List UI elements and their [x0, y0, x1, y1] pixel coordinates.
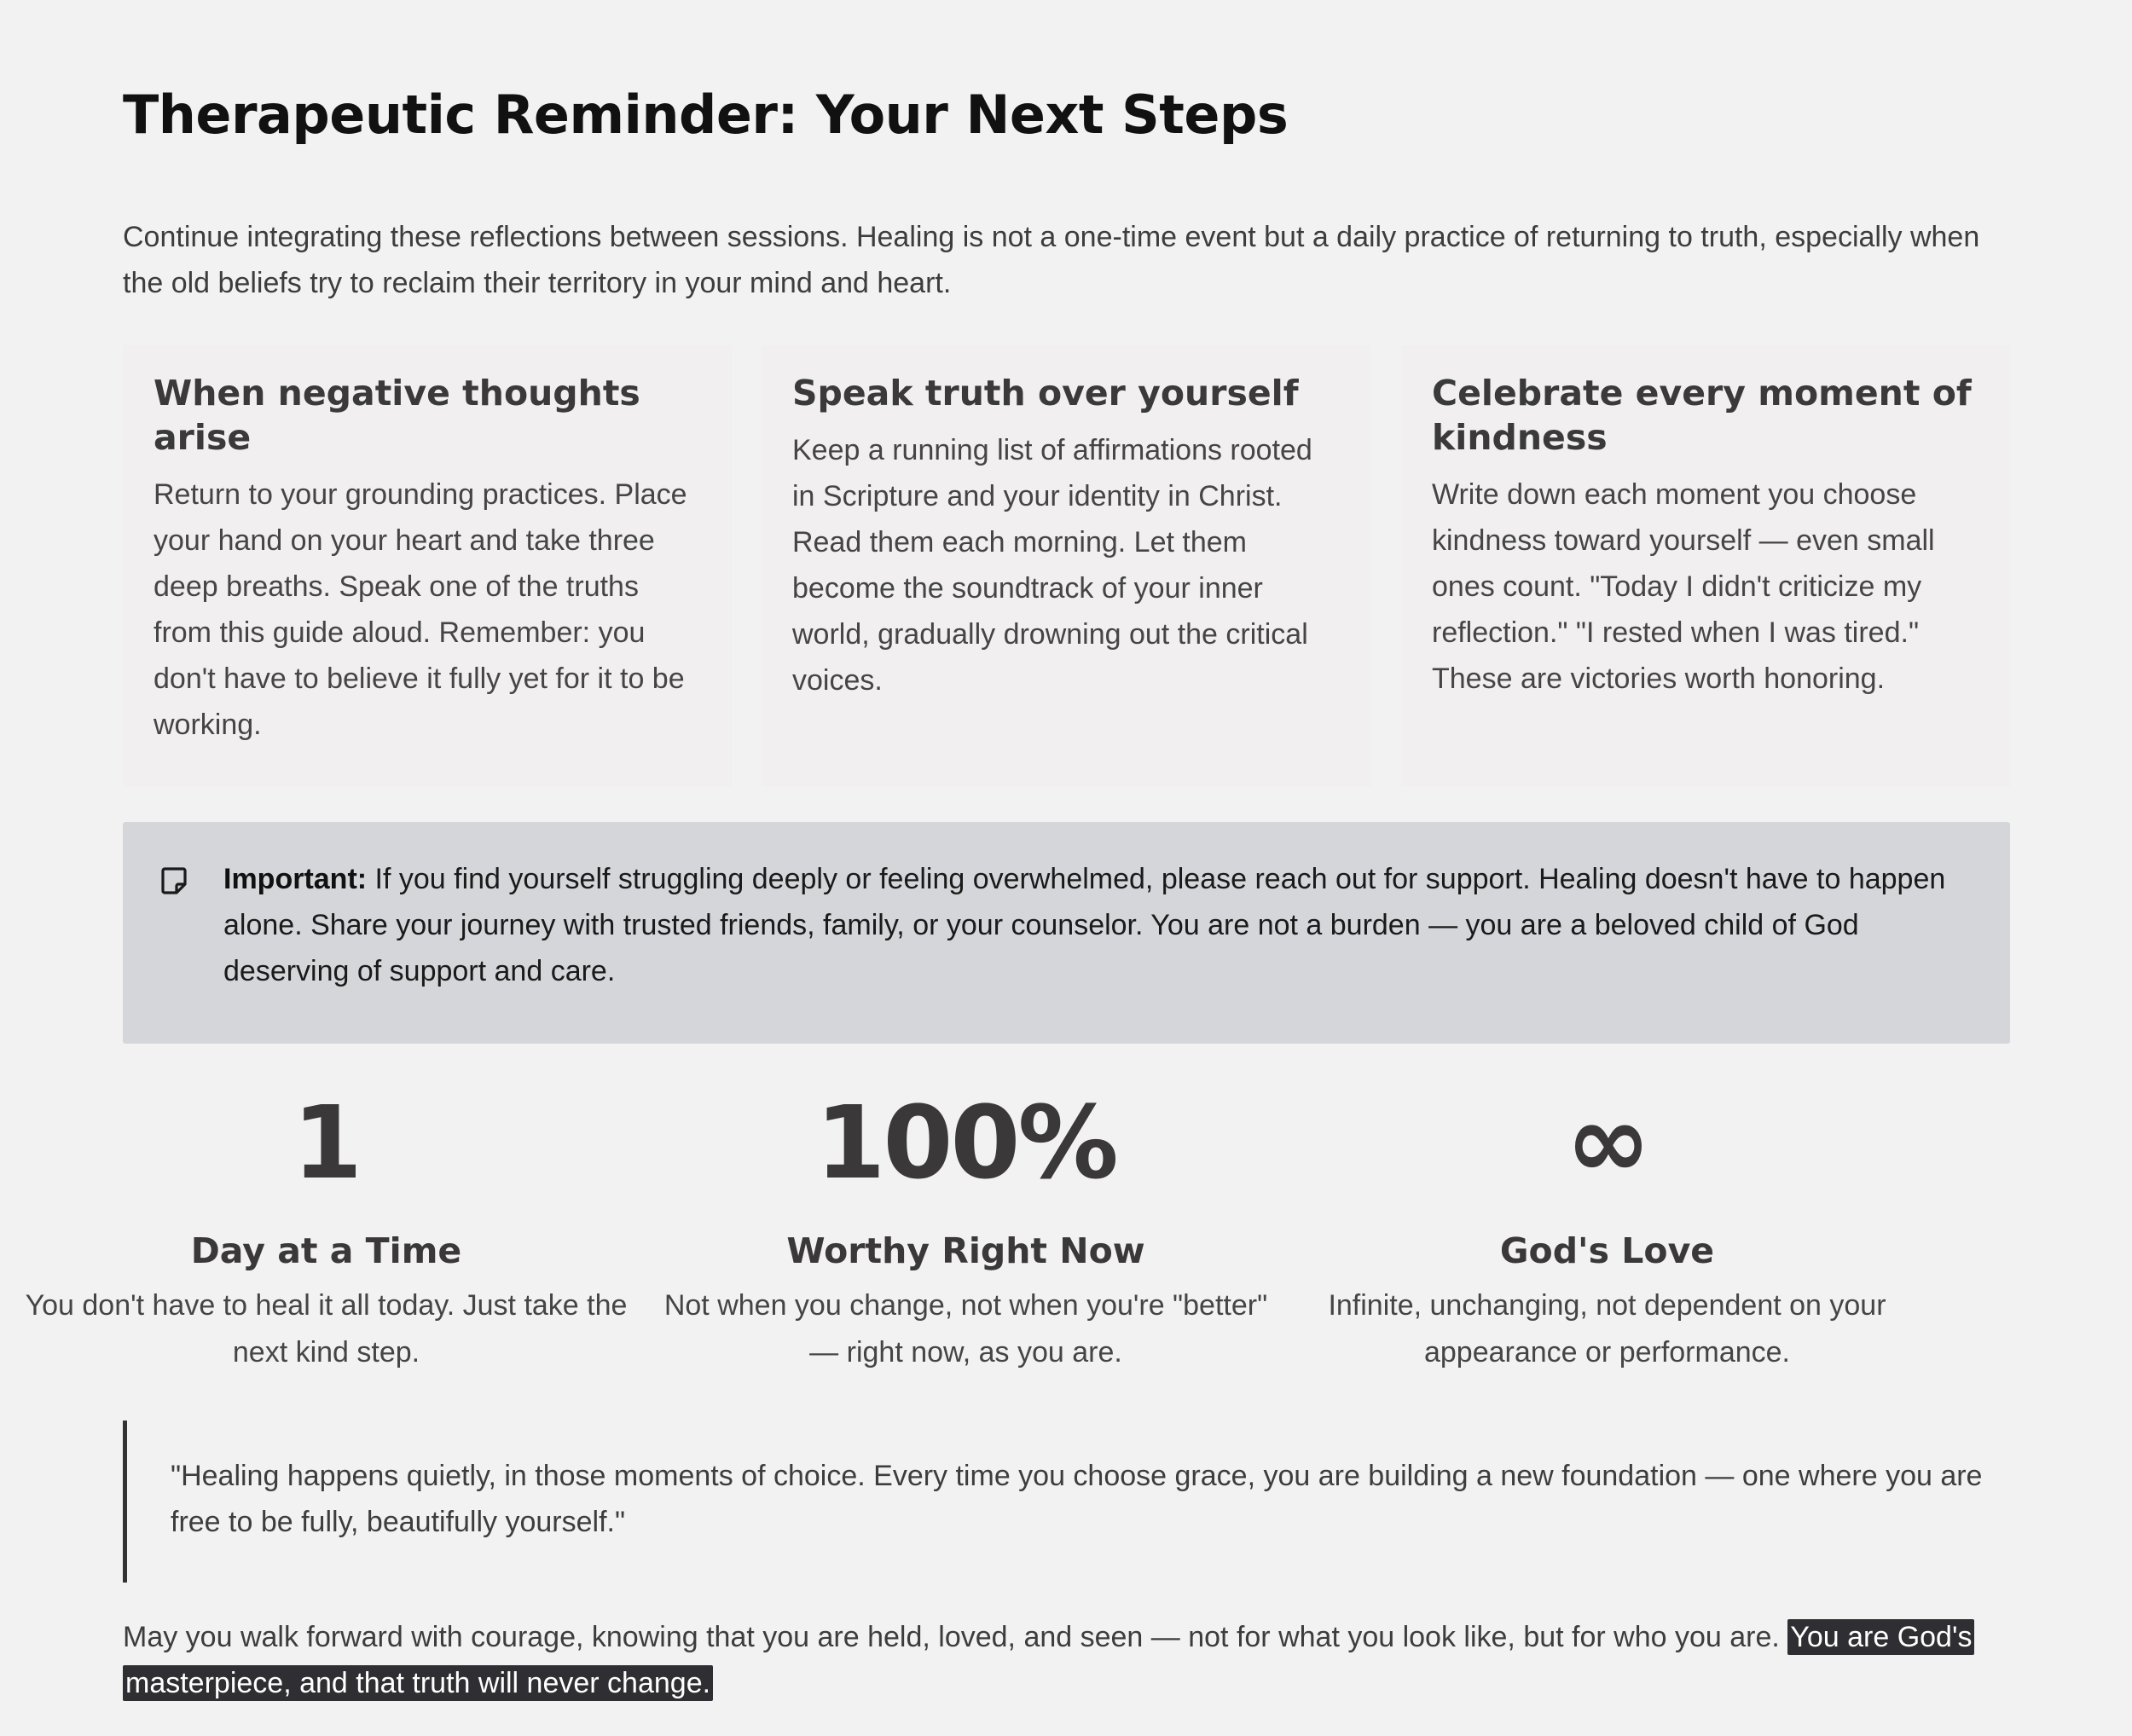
card-body: Return to your grounding practices. Place your hand on your heart and take three deep breaths. Speak one of the truths from this guide aloud. Remember: you don't have to believe it fully yet for it to be working. [154, 478, 687, 741]
quote-text: "Healing happens quietly, in those moments of choice. Every time you choose grace, you are building a new foundation — one where you are free to be fully, beautifully yourself." [171, 1460, 1983, 1538]
stat-description: You don't have to heal it all today. Just take the next kind step. [25, 1289, 628, 1369]
callout-label: Important: [223, 863, 368, 895]
card-body: Keep a running list of affirmations rooted in Scripture and your identity in Christ. Read them each morning. Let them become the soundtrack of your inner world, gradually drowning out the critical voices. [792, 434, 1312, 697]
card-celebrate-kindness [1401, 345, 2010, 787]
stat-number: 100% [815, 1084, 1116, 1201]
card-heading: When negative thoughts arise [154, 373, 640, 458]
infinity-icon: ∞ [1566, 1083, 1648, 1201]
card-speak-truth [762, 345, 1370, 787]
stat-label: God's Love [1499, 1230, 1715, 1271]
stat-label: Day at a Time [190, 1230, 462, 1271]
card-heading: Celebrate every moment of kindness [1432, 373, 1972, 458]
card-body: Write down each moment you choose kindness toward yourself — even small ones count. "Today I didn't criticize my reflection." "I rested when I was tired." These are victories worth honoring. [1432, 478, 1935, 695]
stat-number: 1 [292, 1084, 361, 1201]
stat-description: Not when you change, not when you're "better" — right now, as you are. [663, 1289, 1268, 1369]
stat-description: Infinite, unchanging, not dependent on your appearance or performance. [1328, 1289, 1886, 1369]
closing-text: May you walk forward with courage, knowing that you are held, loved, and seen — not for what you look like, but for who you are. [123, 1621, 1788, 1653]
card-heading: Speak truth over yourself [792, 373, 1299, 414]
blockquote [123, 1421, 2010, 1583]
note-icon [160, 866, 188, 895]
important-callout [123, 822, 2010, 1044]
stat-one-day [12, 1074, 640, 1376]
closing-paragraph [123, 1614, 2010, 1706]
callout-text [223, 856, 1989, 994]
stat-worthy [652, 1074, 1280, 1376]
stat-gods-love [1293, 1074, 1921, 1376]
stat-label: Worthy Right Now [786, 1230, 1145, 1271]
callout-body: If you find yourself struggling deeply or feeling overwhelmed, please reach out for support. Healing doesn't have to happen alone. Share your journey with trusted friends, family, or your counselor. You are not a burden — you are a beloved child of God deserving of support and care. [223, 863, 1946, 987]
card-negative-thoughts [123, 345, 732, 787]
intro-paragraph: Continue integrating these reflections between sessions. Healing is not a one-time event but a daily practice of returning to truth, especially when the old beliefs try to reclaim their territory in your mind and heart. [123, 221, 1980, 299]
page-title: Therapeutic Reminder: Your Next Steps [123, 84, 1289, 146]
highlighted-text: You are God's masterpiece, and that truth will never change. [123, 1619, 1974, 1701]
